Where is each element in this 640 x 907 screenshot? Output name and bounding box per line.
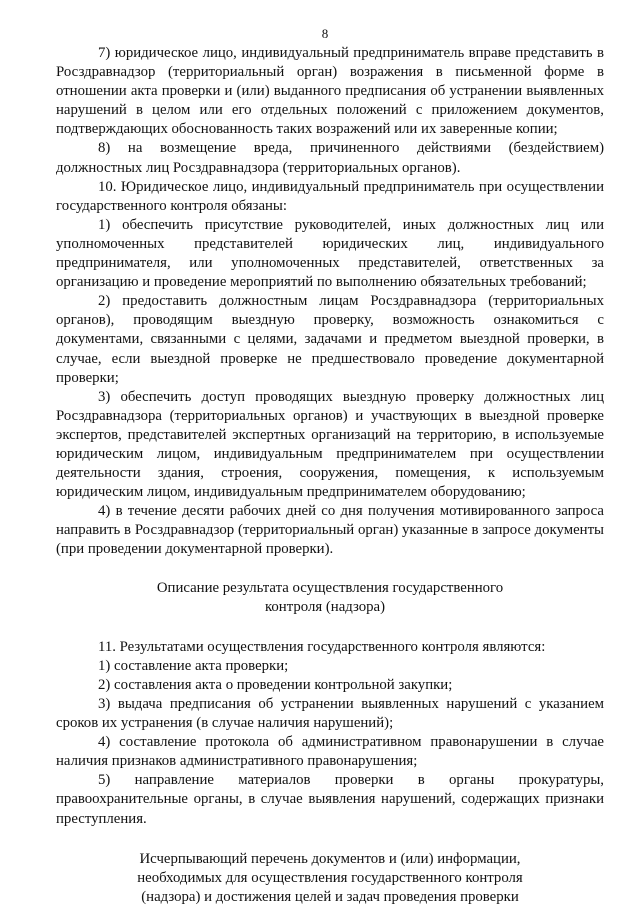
heading-line: Исчерпывающий перечень документов и (или) информации, <box>139 850 521 867</box>
paragraph-result-2: 2) составления акта о проведении контрольной закупки; <box>98 676 453 693</box>
paragraph-item-8: 8) на возмещение вреда, причиненного действиями (бездействием) должностных лиц Росздравнадзора (территориальных органов). <box>56 140 604 176</box>
results-section <box>56 638 604 829</box>
paragraph-duty-2: 2) предоставить должностным лицам Росздравнадзора (территориальных органов), проводящим выездную проверку, возможность ознакомиться с документами, связанными с целями, задачами и предметом выездной проверки, в случае, если выездной проверке не предшествовало проведение документарной проверки; <box>56 293 604 386</box>
paragraph-result-1: 1) составление акта проверки; <box>98 657 289 674</box>
paragraph-result-4: 4) составление протокола об административном правонарушении в случае наличия признаков административного правонарушения; <box>56 734 604 770</box>
paragraph-result-3: 3) выдача предписания об устранении выявленных нарушений с указанием сроков их устранения (в случае наличия нарушений); <box>56 696 604 732</box>
heading-line: необходимых для осуществления государственного контроля <box>137 869 523 886</box>
paragraph-clause-10: 10. Юридическое лицо, индивидуальный предприниматель при осуществлении государственного контроля обязаны: <box>56 178 604 214</box>
rights-and-duties-section <box>56 44 604 560</box>
paragraph-duty-4: 4) в течение десяти рабочих дней со дня получения мотивированного запроса направить в Росздравнадзор (территориальный орган) указанные в запросе документы (при проведении документарной проверки). <box>56 503 604 558</box>
heading-line: (надзора) и достижения целей и задач проведения проверки <box>141 888 519 905</box>
section-heading-results <box>56 579 604 617</box>
paragraph-duty-3: 3) обеспечить доступ проводящих выездную проверку должностных лиц Росздравнадзора (территориальных органов) и участвующих в выездной проверке экспертов, представителей экспертных организаций на территорию, в используемые юридическим лицом, индивидуальным предпринимателем при осуществлении деятельности здания, строения, сооружения, помещения, к используемым юридическим лицом, индивидуальным предпринимателем оборудованию; <box>56 388 604 501</box>
heading-line: контроля (надзора) <box>264 598 386 615</box>
document-page <box>56 26 604 907</box>
paragraph-result-5: 5) направление материалов проверки в органы прокуратуры, правоохранительные органы, в случае выявления нарушений, содержащих признаки преступления. <box>56 772 604 827</box>
paragraph-duty-1: 1) обеспечить присутствие руководителей, иных должностных лиц или уполномоченных представителей юридических лиц, индивидуального предпринимателя, или уполномоченных представителей, ответственных за организацию и проведение мероприятий по выполнению обязательных требований; <box>56 216 604 291</box>
heading-line: Описание результата осуществления государственного <box>156 579 504 596</box>
page-number: 8 <box>321 26 329 41</box>
paragraph-item-7: 7) юридическое лицо, индивидуальный предприниматель вправе представить в Росздравнадзор (территориальный орган) возражения в письменной форме в отношении акта проверки и (или) выданного предписания об устранении выявленных нарушений в целом или его отдельных положений с приложением документов, подтверждающих обоснованность таких возражений или их заверенные копии; <box>56 45 604 138</box>
paragraph-clause-11: 11. Результатами осуществления государственного контроля являются: <box>98 638 546 655</box>
section-heading-documents <box>56 850 604 907</box>
